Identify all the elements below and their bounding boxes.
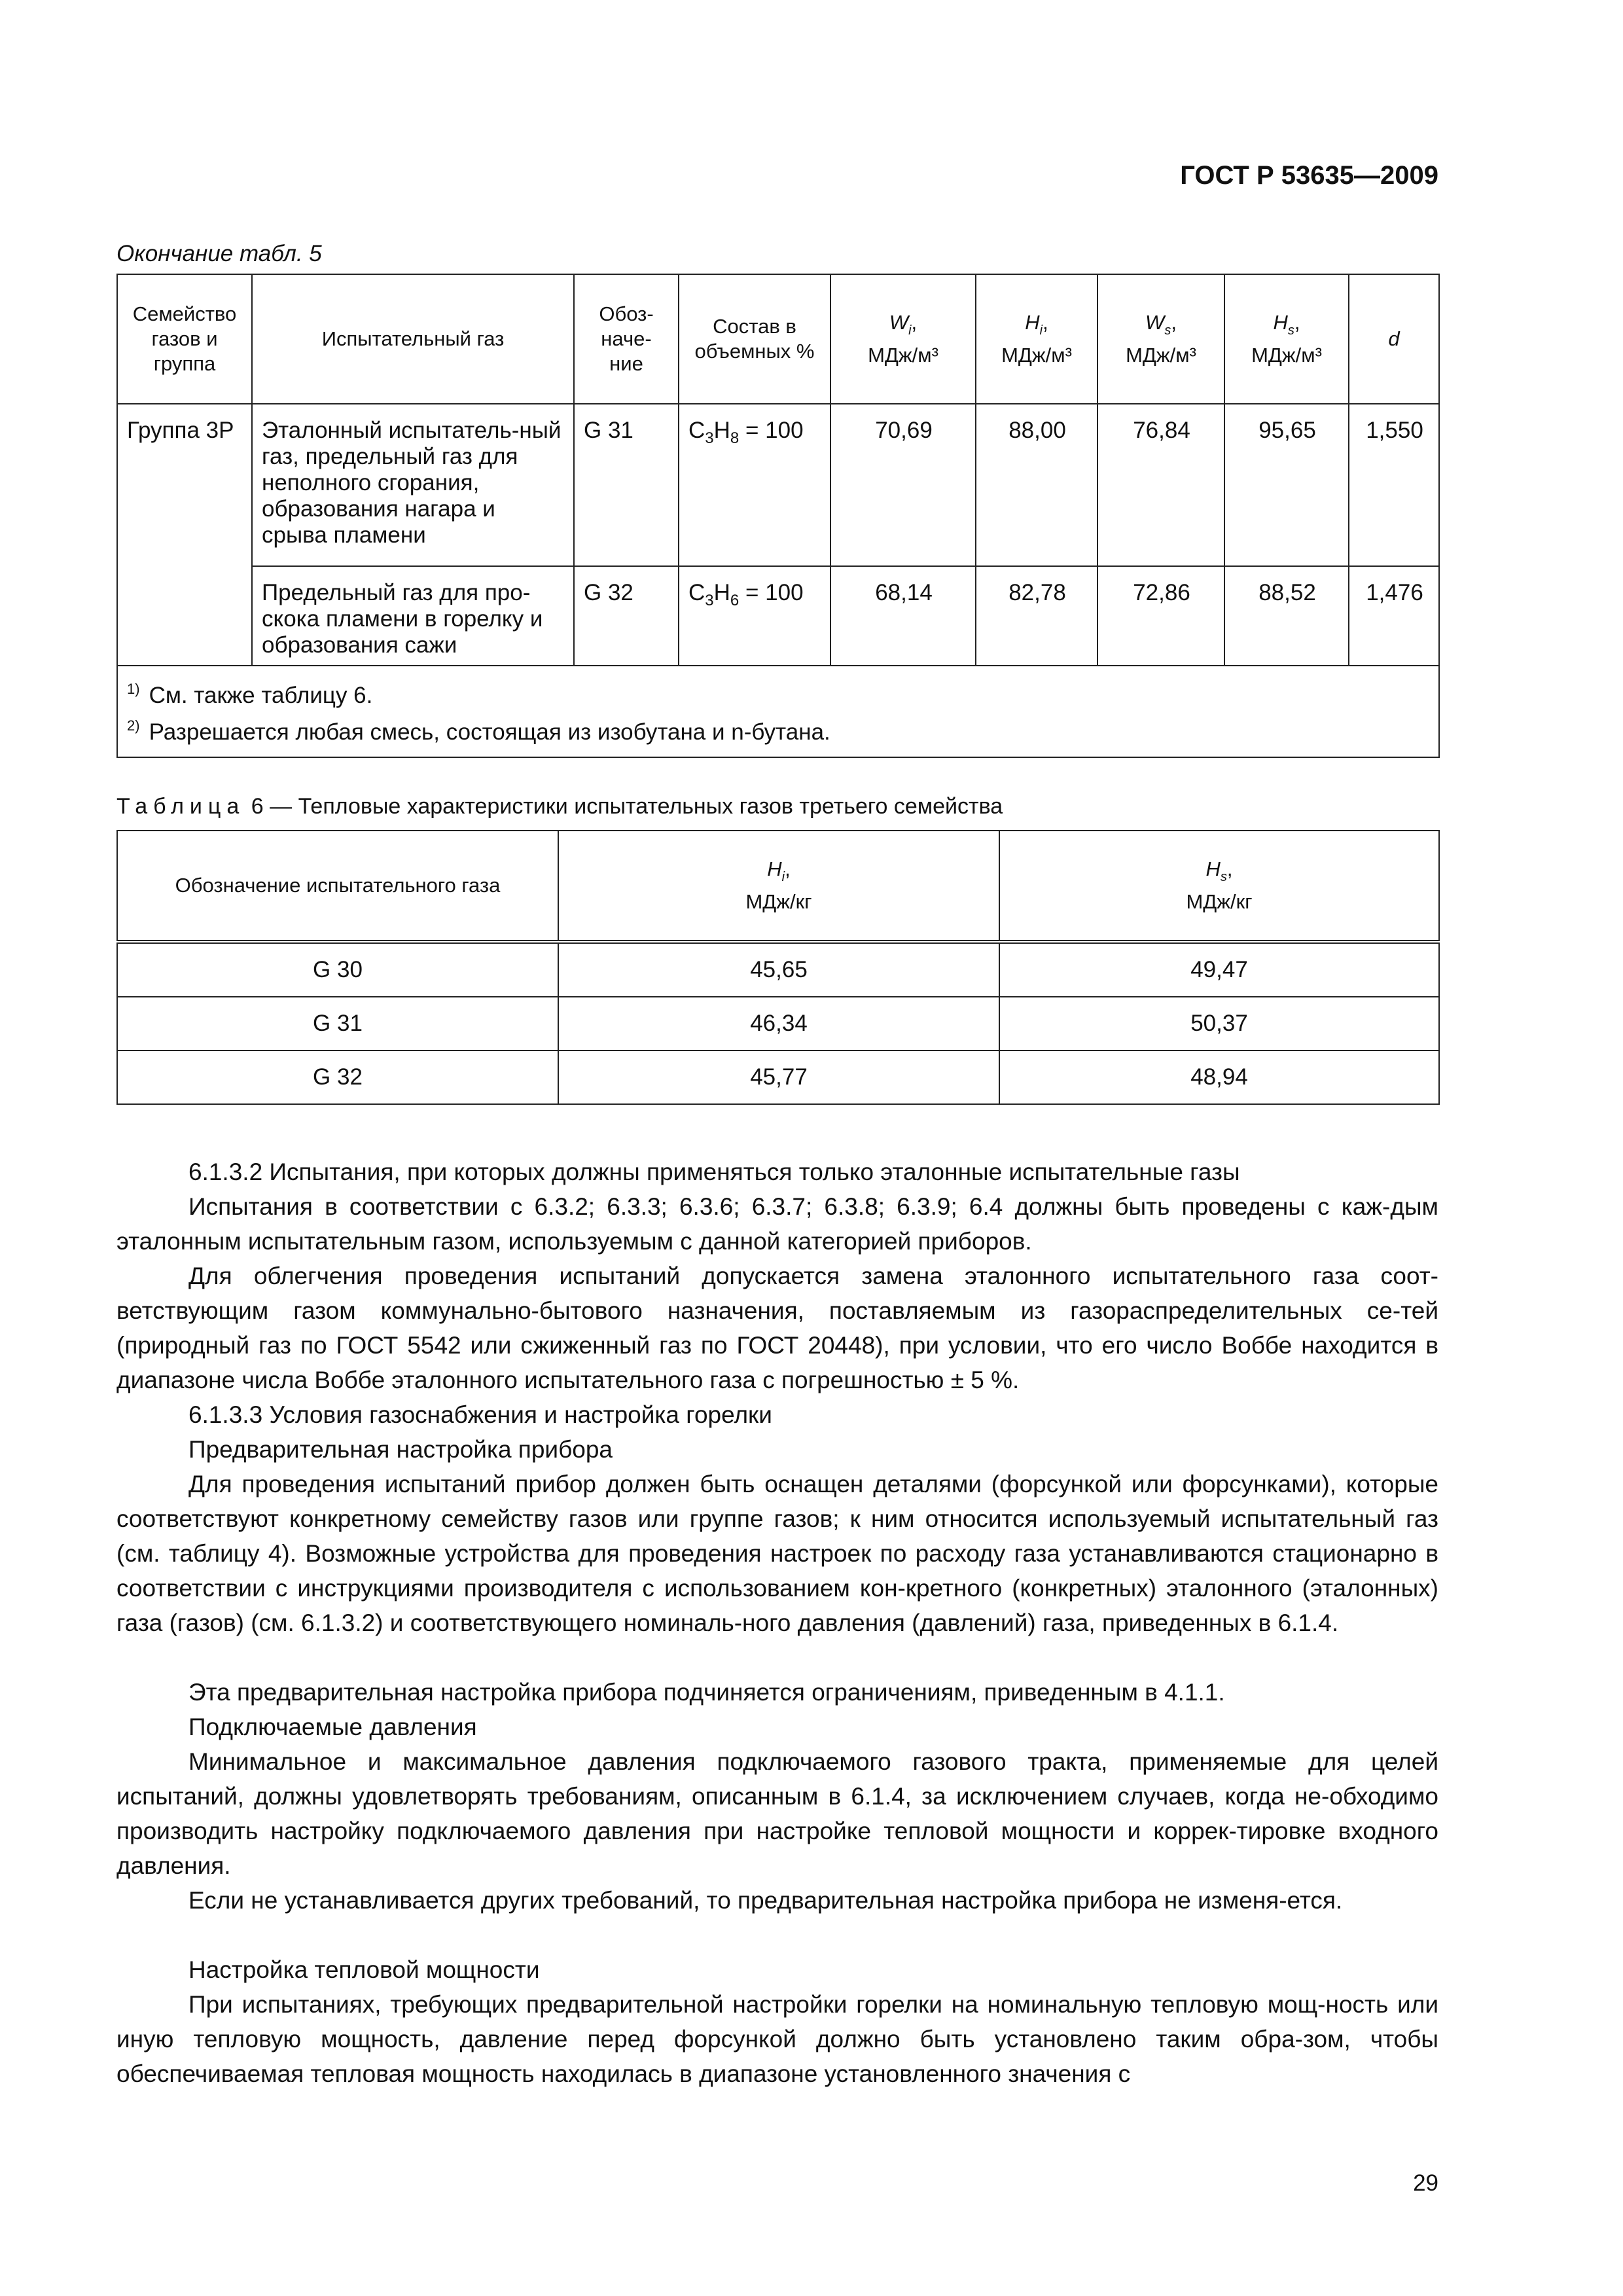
designation-cell: G 31 xyxy=(574,404,679,566)
table-row xyxy=(117,566,1439,666)
paragraph: Если не устанавливается других требований, то предварительная настройка прибора не изменя-ется. xyxy=(188,1887,1343,1914)
wi-cell: 70,69 xyxy=(830,404,976,566)
header-family: Семейство газов и группа xyxy=(117,274,252,404)
header-wi: $W_i$, МДж/м³ xyxy=(830,274,976,404)
gas-cell: G 32 xyxy=(117,1050,558,1104)
table-row xyxy=(117,404,1439,566)
hs-cell: 50,37 xyxy=(999,997,1439,1050)
hs-cell: 49,47 xyxy=(999,942,1439,997)
subheading: Предварительная настройка прибора xyxy=(188,1436,613,1463)
table5-notes-row xyxy=(117,666,1439,757)
header-designation: Обоз- наче- ние xyxy=(574,274,679,404)
table6 xyxy=(116,830,1440,1105)
table-row xyxy=(117,1050,1439,1104)
header-hs: $H_s$, МДж/кг xyxy=(999,831,1439,942)
composition-cell: $C_3H_6 = 100$ xyxy=(679,566,830,666)
gas-description: Предельный газ для про-скока пламени в горелку и образования сажи xyxy=(252,566,574,666)
header-gas-designation: Обозначение испытательного газа xyxy=(117,831,558,942)
table5 xyxy=(116,274,1440,758)
table-note: $^{1)}$ См. также таблицу 6. xyxy=(127,681,373,708)
table-row xyxy=(117,997,1439,1050)
paragraph: Эта предварительная настройка прибора подчиняется ограничениям, приведенным в 4.1.1. xyxy=(188,1679,1225,1706)
gas-cell: G 31 xyxy=(117,997,558,1050)
header-test-gas: Испытательный газ xyxy=(252,274,574,404)
table6-header-row xyxy=(117,831,1439,942)
header-ws: $W_s$, МДж/м³ xyxy=(1097,274,1224,404)
ws-cell: 76,84 xyxy=(1097,404,1224,566)
paragraph: Для облегчения проведения испытаний допускается замена эталонного испытательного газа соот-ветствующим газом коммунально-бытового назначения, поставляемым из газораспределительных се-тей (природный газ по ГОСТ 5542 или сжиженный газ по ГОСТ 20448), при условии, что его число Воббе находится в диапазоне числа Воббе эталонного испытательного газа с погрешностью ± 5 %. xyxy=(116,1263,1438,1393)
hs-cell: 95,65 xyxy=(1224,404,1349,566)
subheading: Настройка тепловой мощности xyxy=(188,1956,540,1983)
hi-cell: 45,77 xyxy=(558,1050,999,1104)
hs-cell: 48,94 xyxy=(999,1050,1439,1104)
header-hi: $H_i$, МДж/кг xyxy=(558,831,999,942)
header-hs: $H_s$, МДж/м³ xyxy=(1224,274,1349,404)
document-number: ГОСТ Р 53635—2009 xyxy=(1180,161,1438,190)
hi-cell: 45,65 xyxy=(558,942,999,997)
paragraph: Для проведения испытаний прибор должен быть оснащен деталями (форсункой или форсунками), которые соответствуют конкретному семейству газов или группе газов; к ним относится используемый испытательный газ (см. таблицу 4). Возможные устройства для проведения настроек по расходу газа устанавливаются стационарно в соответствии с инструкциями производителя с использованием кон-кретного (конкретных) эталонного (эталонных) газа (газов) (см. 6.1.3.2) и соответствующего номиналь-ного давления (давлений) газа, приведенных в 6.1.4. xyxy=(116,1471,1438,1636)
table5-header-row xyxy=(117,274,1439,404)
table-row xyxy=(117,942,1439,997)
d-cell: 1,550 xyxy=(1349,404,1439,566)
group-cell: Группа 3Р xyxy=(117,404,252,666)
wi-cell: 68,14 xyxy=(830,566,976,666)
designation-cell: G 32 xyxy=(574,566,679,666)
composition-cell: $C_3H_8 = 100$ xyxy=(679,404,830,566)
gas-cell: G 30 xyxy=(117,942,558,997)
hi-cell: 88,00 xyxy=(976,404,1097,566)
header-hi: $H_i$, МДж/м³ xyxy=(976,274,1097,404)
paragraph: 6.1.3.2 Испытания, при которых должны применяться только эталонные испытательные газы xyxy=(188,1158,1240,1185)
paragraph: Испытания в соответствии с 6.3.2; 6.3.3; 6.3.6; 6.3.7; 6.3.8; 6.3.9; 6.4 должны быть проведены с каж-дым эталонным испытательным газом, используемым с данной категорией приборов. xyxy=(116,1193,1438,1255)
hs-cell: 88,52 xyxy=(1224,566,1349,666)
header-d: d xyxy=(1349,274,1439,404)
table5-caption: Окончание табл. 5 xyxy=(116,241,322,266)
section-heading: 6.1.3.3 Условия газоснабжения и настройка горелки xyxy=(188,1401,772,1428)
page-number: 29 xyxy=(1413,2170,1438,2196)
table-note: $^{2)}$ Разрешается любая смесь, состоящая из изобутана и n-бутана. xyxy=(127,717,830,745)
hi-cell: 82,78 xyxy=(976,566,1097,666)
subheading: Подключаемые давления xyxy=(188,1713,477,1740)
ws-cell: 72,86 xyxy=(1097,566,1224,666)
hi-cell: 46,34 xyxy=(558,997,999,1050)
d-cell: 1,476 xyxy=(1349,566,1439,666)
paragraph: При испытаниях, требующих предварительной настройки горелки на номинальную тепловую мощ-ность или иную тепловую мощность, давление перед форсункой должно быть установлено таким обра-зом, чтобы обеспечиваемая тепловая мощность находилась в диапазоне установленного значения с xyxy=(116,1991,1438,2087)
paragraph: Минимальное и максимальное давления подключаемого газового тракта, применяемые для целей испытаний, должны удовлетворять требованиям, описанным в 6.1.4, за исключением случаев, когда не-обходимо производить настройку подключаемого давления при настройке тепловой мощности и коррек-тировке входного давления. xyxy=(116,1748,1438,1879)
table-notes xyxy=(117,666,1439,757)
table6-caption: Таблица 6 — Тепловые характеристики испытательных газов третьего семейства xyxy=(116,794,1003,819)
header-composition: Состав в объемных % xyxy=(679,274,830,404)
gas-description: Эталонный испытатель-ный газ, предельный газ для неполного сгорания, образования нагара и срыва пламени xyxy=(252,404,574,566)
